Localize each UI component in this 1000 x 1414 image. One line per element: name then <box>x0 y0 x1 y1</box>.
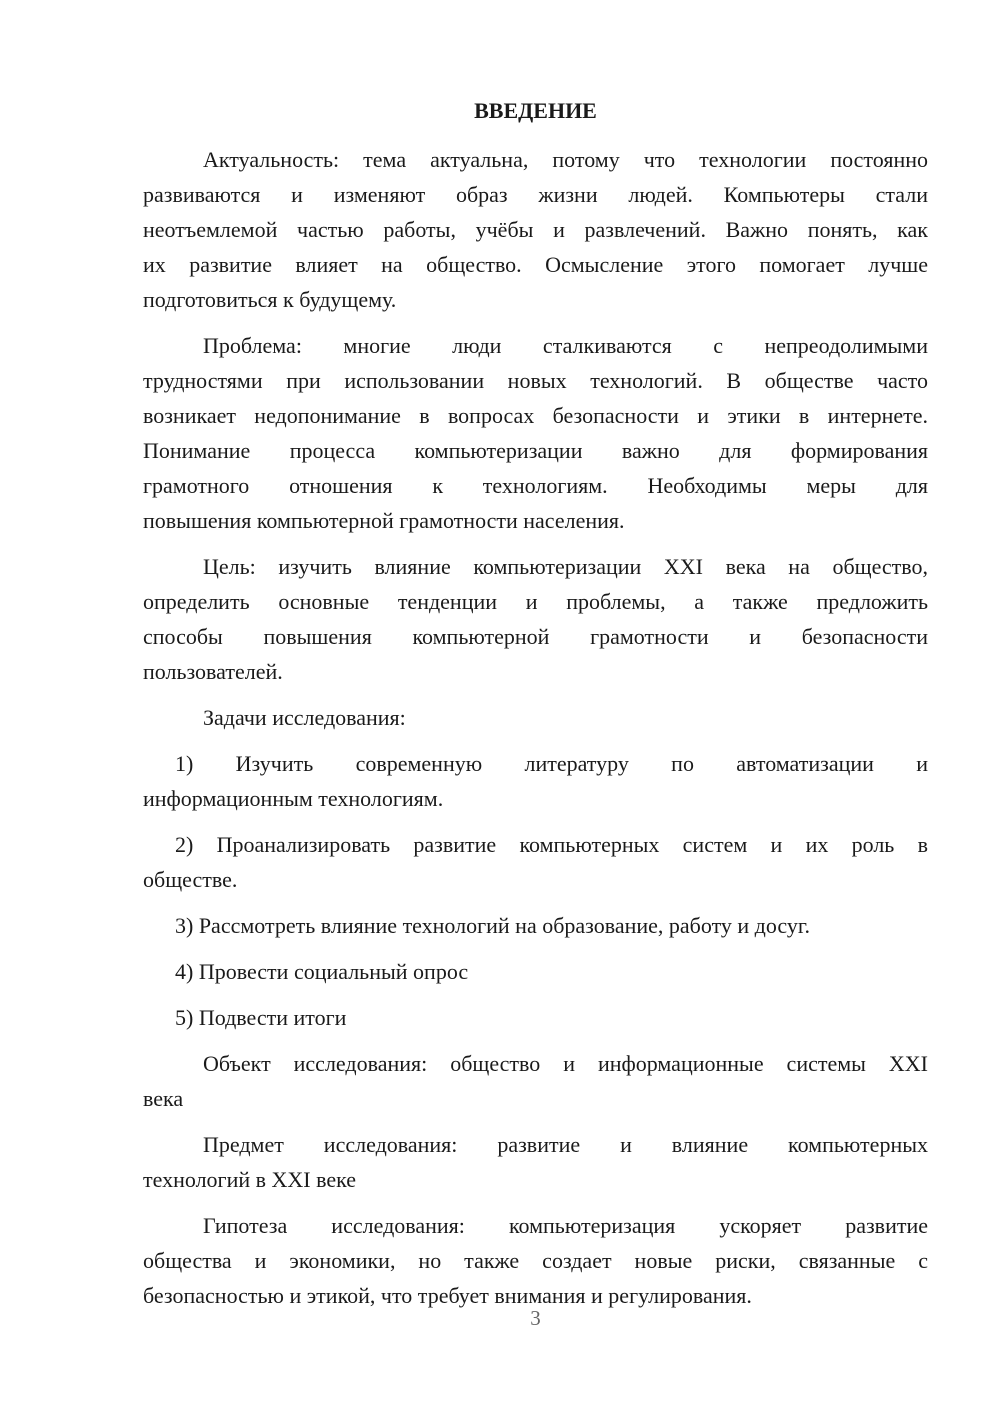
text-line: Предмет исследования: развитие и влияние компьютерных <box>203 1132 928 1157</box>
page-title: ВВЕДЕНИЕ <box>474 98 597 123</box>
text-line: 1) Изучить современную литературу по автоматизации и <box>175 751 928 776</box>
list-item <box>143 1000 928 1035</box>
text-line: Объект исследования: общество и информационные системы XXI <box>203 1051 928 1076</box>
text-line: трудностями при использовании новых технологий. В обществе часто <box>143 368 928 393</box>
text-line: безопасностью и этикой, что требует внимания и регулирования. <box>143 1283 752 1308</box>
text-line: 4) Провести социальный опрос <box>175 959 469 984</box>
text-line: Понимание процесса компьютеризации важно для формирования <box>143 438 928 463</box>
text-line: повышения компьютерной грамотности населения. <box>143 508 625 533</box>
text-line: технологий в XXI веке <box>143 1167 357 1192</box>
paragraph <box>143 142 928 317</box>
list-item <box>143 954 928 989</box>
text-line: Гипотеза исследования: компьютеризация ускоряет развитие <box>203 1213 928 1238</box>
paragraph <box>143 1208 928 1313</box>
document-body <box>143 142 928 1313</box>
text-line: обществе. <box>143 867 238 892</box>
paragraph <box>143 1127 928 1197</box>
text-line: Задачи исследования: <box>203 705 406 730</box>
text-line: грамотного отношения к технологиям. Необходимы меры для <box>143 473 928 498</box>
text-line: пользователей. <box>143 659 283 684</box>
list-item <box>143 746 928 816</box>
paragraph <box>143 549 928 689</box>
paragraph <box>143 1046 928 1116</box>
text-line: подготовиться к будущему. <box>143 287 397 312</box>
text-line: 2) Проанализировать развитие компьютерных систем и их роль в <box>175 832 928 857</box>
text-line: 3) Рассмотреть влияние технологий на образование, работу и досуг. <box>175 913 810 938</box>
text-line: Цель: изучить влияние компьютеризации XXI века на общество, <box>203 554 928 579</box>
text-line: общества и экономики, но также создает новые риски, связанные с <box>143 1248 928 1273</box>
list-item <box>143 827 928 897</box>
page-number: 3 <box>530 1306 541 1330</box>
text-line: Проблема: многие люди сталкиваются с непреодолимыми <box>203 333 928 358</box>
text-line: века <box>143 1086 184 1111</box>
paragraph <box>143 700 928 735</box>
text-line: развиваются и изменяют образ жизни людей. Компьютеры стали <box>143 182 928 207</box>
paragraph <box>143 328 928 538</box>
text-line: способы повышения компьютерной грамотности и безопасности <box>143 624 928 649</box>
text-line: их развитие влияет на общество. Осмысление этого помогает лучше <box>143 252 928 277</box>
text-line: 5) Подвести итоги <box>175 1005 347 1030</box>
text-line: возникает недопонимание в вопросах безопасности и этики в интернете. <box>143 403 928 428</box>
list-item <box>143 908 928 943</box>
text-line: информационным технологиям. <box>143 786 444 811</box>
text-line: неотъемлемой частью работы, учёбы и развлечений. Важно понять, как <box>143 217 928 242</box>
text-line: Актуальность: тема актуальна, потому что технологии постоянно <box>203 147 928 172</box>
text-line: определить основные тенденции и проблемы, а также предложить <box>143 589 928 614</box>
